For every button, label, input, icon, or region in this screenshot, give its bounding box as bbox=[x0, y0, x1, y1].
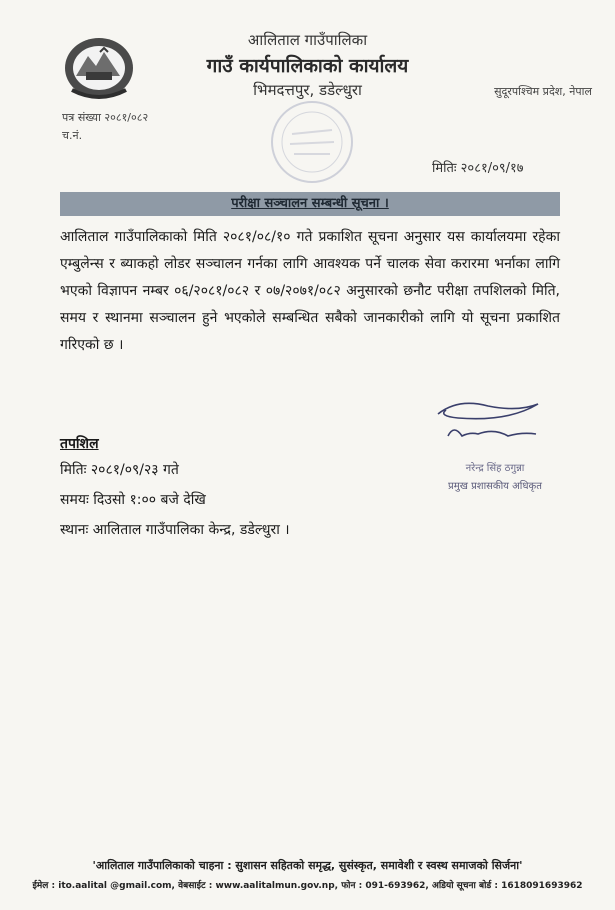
dispatch-number: च.नं. bbox=[62, 129, 83, 142]
office-name: आलिताल गाउँपालिका bbox=[247, 31, 368, 49]
signatory-name: नरेन्द्र सिंह ठगुन्ना bbox=[465, 463, 525, 474]
office-title: गाउँ कार्यपालिकाको कार्यालय bbox=[206, 55, 409, 77]
subject-text: परीक्षा सञ्चालन सम्बन्धी सूचना । bbox=[231, 196, 389, 211]
notice-body: आलिताल गाउँपालिकाको मिति २०८१/०८/१० गते प्रकाशित सूचना अनुसार यस कार्यालयमा रहेका एम्बुलेन्स र ब्याकहो लोडर सञ्चालन गर्नका लागि आवश्यक पर्ने चालक सेवा करारमा भर्नाका लागि भएको विज्ञापन नम्बर ०६/२०८१/०८२ र ०७/२०७१/०८२ अनुसारको छनौट परीक्षा तपशिलको मिति, समय र स्थानमा सञ्चालन हुने भएकोले सम्बन्धित सबैको जानकारीको लागि यो सूचना प्रकाशित गरिएको छ । bbox=[60, 229, 560, 353]
footer-vision: 'आलिताल गाउँपालिकाको चाहना : सुशासन सहितको समृद्ध, सुसंस्कृत, समावेशी र स्वस्थ समाजको सिर्जना' bbox=[92, 859, 523, 872]
letter-number: पत्र संख्या २०८१/०८२ bbox=[62, 111, 149, 124]
office-address: भिमदत्तपुर, डडेल्धुरा bbox=[253, 81, 362, 99]
office-stamp-icon bbox=[262, 92, 362, 192]
footer-contact: ईमेल : ito.aalital @gmail.com, वेबसाईट : www.aalitalmun.gov.np, फोन : 091-693962, अडियो सूचना बोर्ड : 1618091693962 bbox=[32, 881, 583, 891]
signatory-title: प्रमुख प्रशासकीय अधिकृत bbox=[448, 481, 542, 492]
schedule-heading: तपशिल bbox=[60, 436, 99, 452]
schedule-venue: स्थानः आलिताल गाउँपालिका केन्द्र, डडेल्धुरा । bbox=[60, 522, 290, 538]
schedule-time: समयः दिउसो १:०० बजे देखि bbox=[60, 492, 206, 508]
subject-banner bbox=[60, 192, 560, 216]
signature-icon bbox=[418, 392, 558, 452]
province-label: सुदूरपश्चिम प्रदेश, नेपाल bbox=[494, 85, 592, 98]
schedule-date: मितिः २०८१/०९/२३ गते bbox=[60, 462, 179, 478]
issue-date: मितिः २०८१/०९/१७ bbox=[432, 161, 524, 176]
